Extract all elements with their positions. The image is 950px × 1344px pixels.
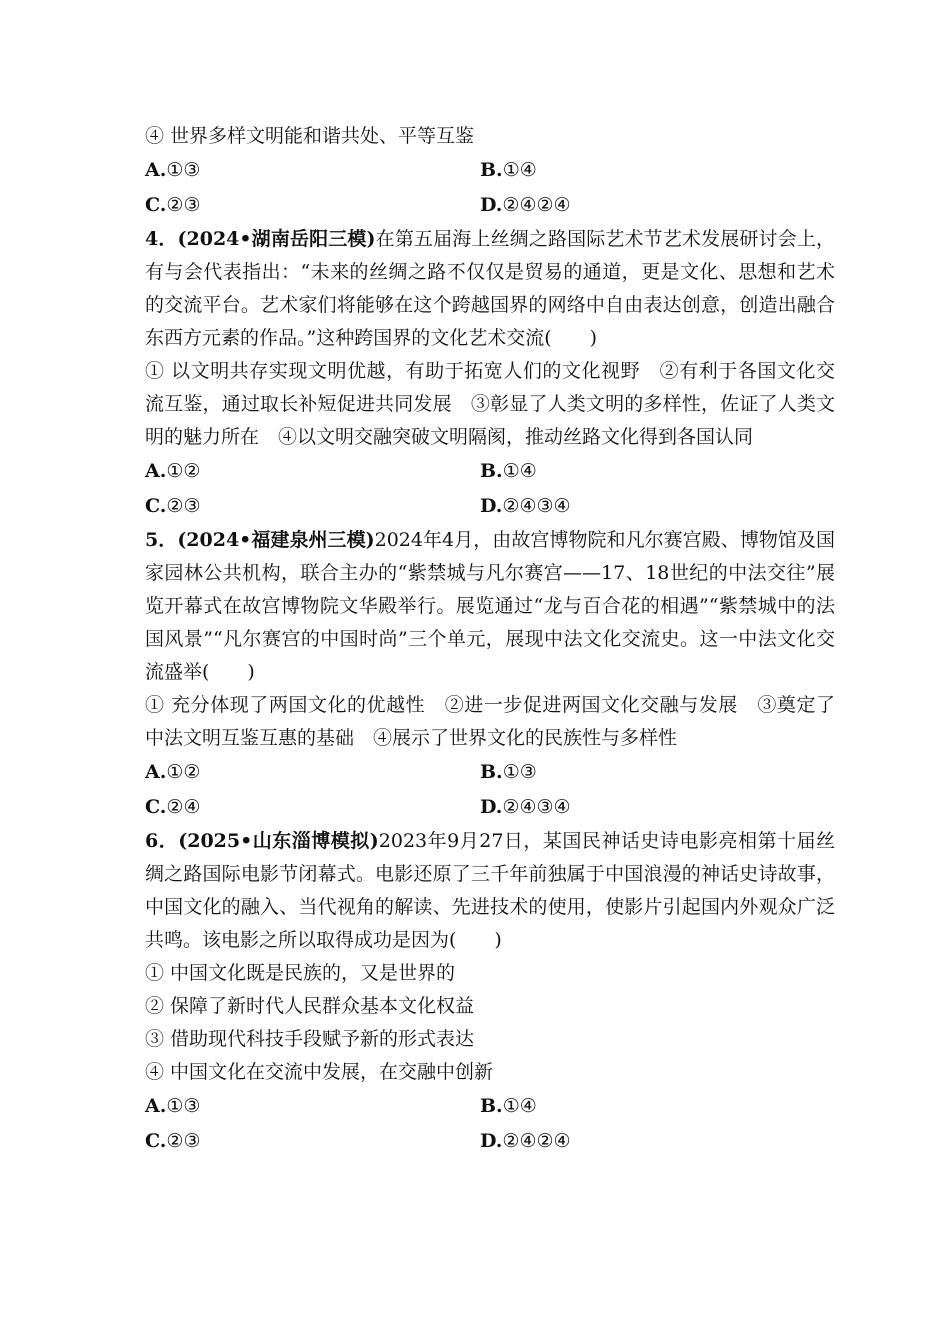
option-letter: C.: [145, 796, 167, 818]
option-text: ②③: [166, 495, 201, 517]
q5-options-row-1: [145, 755, 835, 790]
option-letter: A.: [145, 1095, 167, 1117]
option-letter: A.: [145, 460, 167, 482]
option-text: ②④: [166, 796, 201, 818]
option-text: ②③: [166, 1130, 201, 1152]
q6-stem: [145, 825, 835, 957]
question-number: 6．: [145, 830, 179, 852]
option-letter: D.: [480, 495, 503, 517]
option-letter: A.: [145, 761, 167, 783]
question-text: 2024年4月，由故宫博物院和凡尔赛宫殿、博物馆及国家园林公共机构，联合主办的“紫禁城与凡尔赛宫——17、18世纪的中法交往”展览开幕式在故宫博物院文华殿举行。展览通过“龙与百合花的相遇”“紫禁城中的法国风景”“凡尔赛宫的中国时尚”三个单元，展现中法文化交流史。这一中法文化交流盛举( ): [145, 529, 835, 683]
q5-option-d[interactable]: [480, 790, 815, 825]
option-letter: B.: [480, 761, 503, 783]
question-number: 4．: [145, 228, 178, 250]
q3-options-row-1: [145, 153, 835, 188]
q6-option-a[interactable]: [145, 1089, 480, 1124]
q6-item-4: ④ 中国文化在交流中发展，在交融中创新: [145, 1061, 494, 1083]
option-text: ②④②④: [502, 1130, 571, 1152]
q6-options-row-2: [145, 1124, 835, 1159]
option-text: ②③: [166, 194, 201, 216]
question-source: (2025•山东淄博模拟): [178, 830, 379, 852]
option-text: ①④: [502, 1095, 537, 1117]
q4-option-c[interactable]: [145, 489, 480, 524]
q4-option-d[interactable]: [480, 489, 815, 524]
option-text: ①②: [166, 761, 201, 783]
option-letter: B.: [480, 1095, 503, 1117]
option-letter: B.: [480, 159, 503, 181]
q6-option-b[interactable]: [480, 1089, 815, 1124]
q3-options-row-2: [145, 188, 835, 223]
q5-option-b[interactable]: [480, 755, 815, 790]
option-letter: D.: [480, 194, 503, 216]
option-text: ②④②④: [502, 194, 571, 216]
q6-option-c[interactable]: [145, 1124, 480, 1159]
option-text: ②④③④: [502, 796, 571, 818]
question-number: 5．: [145, 529, 178, 551]
question-source: (2024•福建泉州三模): [177, 529, 375, 551]
q3-item-4: ④ 世界多样文明能和谐共处、平等互鉴: [145, 125, 475, 147]
q3-option-d[interactable]: [480, 188, 815, 223]
option-letter: C.: [145, 194, 167, 216]
option-letter: A.: [145, 159, 167, 181]
option-text: ②④③④: [502, 495, 571, 517]
question-text: 2023年9月27日，某国民神话史诗电影亮相第十届丝绸之路国际电影节闭幕式。电影还原了三千年前独属于中国浪漫的神话史诗故事，中国文化的融入、当代视角的解读、先进技术的使用，使影片引起国内外观众广泛共鸣。该电影之所以取得成功是因为( ): [145, 830, 835, 951]
q6-item-3: ③ 借助现代科技手段赋予新的形式表达: [145, 1028, 475, 1050]
option-letter: D.: [480, 1130, 503, 1152]
q6-item-1: ① 中国文化既是民族的，又是世界的: [145, 962, 456, 984]
exam-page: [145, 120, 835, 1159]
option-text: ①③: [166, 159, 201, 181]
question-text: 在第五届海上丝绸之路国际艺术节艺术发展研讨会上，有与会代表指出：“未来的丝绸之路不仅仅是贸易的通道，更是文化、思想和艺术的交流平台。艺术家们将能够在这个跨越国界的网络中自由表达创意，创造出融合东西方元素的作品。”这种跨国界的文化艺术交流( ): [145, 228, 835, 349]
q5-option-a[interactable]: [145, 755, 480, 790]
option-text: ①③: [166, 1095, 201, 1117]
q5-stem: [145, 524, 835, 689]
option-text: ①②: [166, 460, 201, 482]
q5-items: ① 充分体现了两国文化的优越性 ②进一步促进两国文化交融与发展 ③奠定了中法文明互鉴互惠的基础 ④展示了世界文化的民族性与多样性: [145, 694, 835, 749]
q4-options-row-1: [145, 454, 835, 489]
q5-options-row-2: [145, 790, 835, 825]
q5-option-c[interactable]: [145, 790, 480, 825]
q4-option-a[interactable]: [145, 454, 480, 489]
q6-option-d[interactable]: [480, 1124, 815, 1159]
q6-item-2: ② 保障了新时代人民群众基本文化权益: [145, 995, 475, 1017]
q3-option-b[interactable]: [480, 153, 815, 188]
option-letter: D.: [480, 796, 503, 818]
q4-items: ① 以文明共存实现文明优越，有助于拓宽人们的文化视野 ②有利于各国文化交流互鉴，通过取长补短促进共同发展 ③彰显了人类文明的多样性，佐证了人类文明的魅力所在 ④以文明交融突破文明隔阂，推动丝路文化得到各国认同: [145, 360, 835, 448]
question-source: (2024•湖南岳阳三模): [177, 228, 376, 250]
q4-stem: [145, 223, 835, 355]
q6-options-row-1: [145, 1089, 835, 1124]
option-text: ①④: [502, 460, 537, 482]
option-text: ①④: [502, 159, 537, 181]
q4-options-row-2: [145, 489, 835, 524]
q3-option-c[interactable]: [145, 188, 480, 223]
option-letter: C.: [145, 1130, 167, 1152]
q4-option-b[interactable]: [480, 454, 815, 489]
option-letter: C.: [145, 495, 167, 517]
option-text: ①③: [502, 761, 537, 783]
q3-option-a[interactable]: [145, 153, 480, 188]
option-letter: B.: [480, 460, 503, 482]
